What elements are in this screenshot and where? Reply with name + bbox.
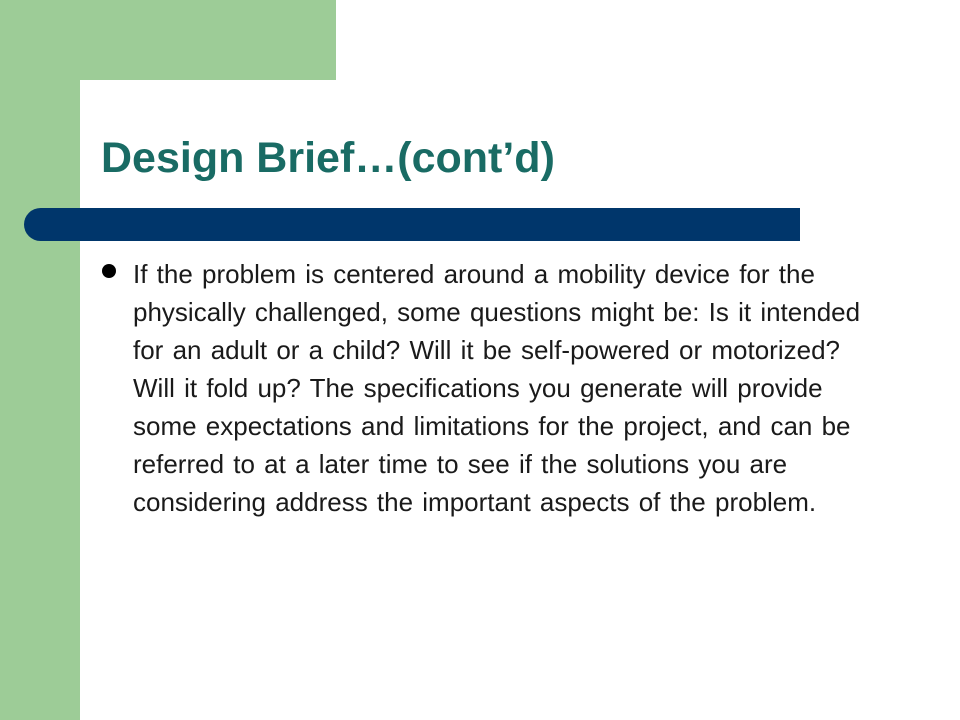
top-accent-block [80, 0, 336, 80]
slide-title: Design Brief…(cont’d) [101, 134, 555, 182]
bullet-icon [102, 264, 116, 278]
bullet-text: If the problem is centered around a mobility device for the physically challenged, some questions might be: Is it intended for an adult or a child? Will it be self-powered or motorized? Will it fold up? The specifications you generate will provide some expectations and limitations for the project, and can be referred to at a later time to see if the solutions you are considering address the important aspects of the problem. [133, 259, 861, 517]
title-underline-bar [24, 208, 800, 241]
left-accent-band [0, 0, 80, 720]
